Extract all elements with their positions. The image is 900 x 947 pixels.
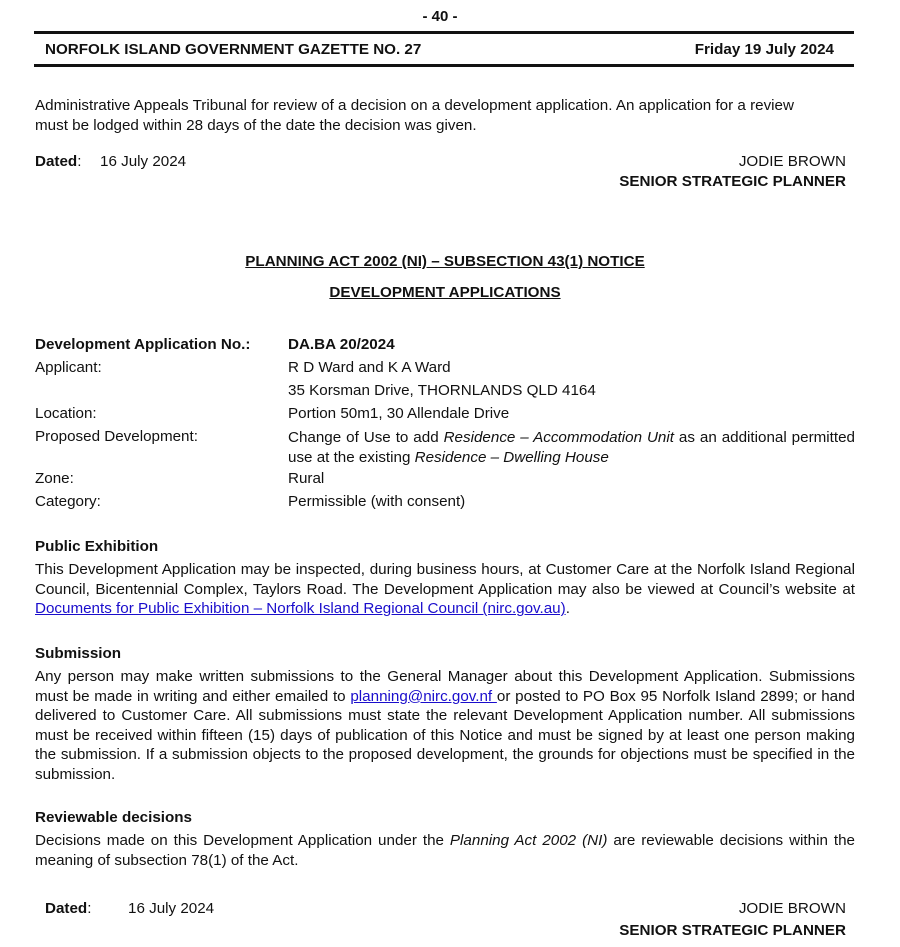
applicant-line-1: R D Ward and K A Ward (288, 359, 451, 376)
intro-line-1: Administrative Appeals Tribunal for review of a decision on a development application. An application for a review (35, 97, 794, 114)
reviewable-text-2: are reviewable decisions within the meaning of subsection 78(1) of the Act. (35, 832, 855, 869)
dated-value-bottom: 16 July 2024 (128, 900, 215, 917)
proposed-value (288, 428, 855, 467)
reviewable-heading: Reviewable decisions (35, 809, 193, 826)
notice-subtitle: DEVELOPMENT APPLICATIONS (329, 284, 561, 301)
header-rule-top (34, 31, 854, 34)
da-number-label: Development Application No.: (35, 336, 251, 353)
public-exhibition-text: This Development Application may be inspected, during business hours, at Customer Care at the Norfolk Island Regional Council, Bicentennial Complex, Taylors Road. The Development Application may also be viewed at Council’s website at (35, 561, 855, 598)
intro-line-2: must be lodged within 28 days of the date the decision was given. (35, 116, 477, 134)
category-value: Permissible (with consent) (288, 493, 466, 510)
dated-colon-bottom: : (87, 900, 92, 917)
public-exhibition-end: . (565, 600, 570, 618)
submission-heading: Submission (35, 645, 122, 662)
location-value: Portion 50m1, 30 Allendale Drive (288, 405, 510, 422)
submission-text-2: or posted to PO Box 95 Norfolk Island 2899; or hand delivered to Customer Care. All submissions must state the relevant Development Application number. All submissions must be received within fifteen (15) days of publication of this Notice and must be signed by at least one person making the submission. If a submission objects to the proposed development, the grounds for objections must be specified in the submission. (35, 687, 855, 783)
reviewable-italic: Planning Act 2002 (NI) (449, 832, 608, 849)
header-rule-bottom (34, 64, 854, 67)
zone-label: Zone: (35, 470, 74, 487)
dated-colon: : (77, 153, 82, 170)
gazette-date: Friday 19 July 2024 (694, 41, 834, 58)
public-exhibition-link[interactable]: Documents for Public Exhibition – Norfolk Island Regional Council (nirc.gov.au) (35, 600, 566, 618)
applicant-label: Applicant: (35, 359, 102, 376)
signatory-name-bottom: JODIE BROWN (738, 900, 846, 917)
applicant-line-2: 35 Korsman Drive, THORNLANDS QLD 4164 (288, 382, 596, 399)
submission-text-1: Any person may make written submissions to the General Manager about this Development Application. Submissions must be made in writing and either emailed to (35, 668, 855, 705)
notice-title: PLANNING ACT 2002 (NI) – SUBSECTION 43(1) NOTICE (245, 253, 645, 270)
intro-paragraph (35, 96, 865, 135)
page-number: - 40 - (422, 8, 458, 25)
proposed-text-1: Change of Use to add (288, 429, 444, 446)
submission-paragraph (35, 667, 855, 785)
category-label: Category: (35, 493, 101, 510)
signatory-position-bottom: SENIOR STRATEGIC PLANNER (619, 922, 846, 939)
public-exhibition-heading: Public Exhibition (35, 538, 159, 555)
zone-value: Rural (288, 470, 325, 487)
proposed-italic-2: Residence – Dwelling House (414, 448, 609, 466)
location-label: Location: (35, 405, 97, 422)
da-number-value: DA.BA 20/2024 (288, 336, 395, 353)
public-exhibition-paragraph (35, 560, 855, 619)
proposed-label: Proposed Development: (35, 428, 198, 445)
dated-value-top: 16 July 2024 (100, 153, 187, 170)
signatory-name-top: JODIE BROWN (738, 153, 846, 170)
dated-label: Dated (35, 153, 78, 170)
proposed-text-2: as an additional permitted use at the existing (288, 429, 855, 466)
dated-top (35, 153, 81, 170)
submission-email-link[interactable]: planning@nirc.gov.nf (350, 687, 497, 705)
gazette-title: NORFOLK ISLAND GOVERNMENT GAZETTE NO. 27 (45, 41, 422, 58)
reviewable-paragraph (35, 831, 855, 870)
proposed-italic-1: Residence – Accommodation Unit (443, 429, 674, 446)
signatory-position-top: SENIOR STRATEGIC PLANNER (619, 173, 846, 190)
dated-bottom (45, 900, 91, 917)
dated-label-bottom: Dated (45, 900, 88, 917)
reviewable-text-1: Decisions made on this Development Application under the (35, 832, 450, 849)
